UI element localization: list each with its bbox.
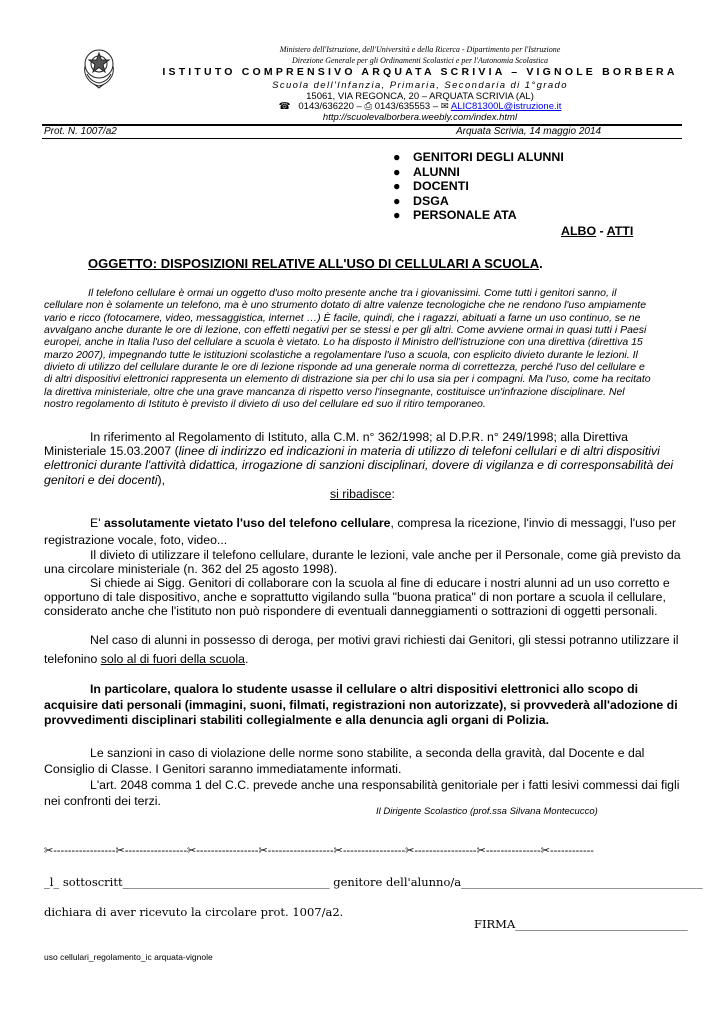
- fax-icon: ⎙: [364, 101, 373, 112]
- intro-paragraph: Il telefono cellulare è ormai un oggetto d'uso molto presente anche tra i giovanissimi. Come tutti i genitori sanno, il cellulare non è solamente un telefono, ma è uno strumento dotato di altre valenze tecnologiche che ne rendono l'uso ampiamente vario e ricco (fotocamere, video, messaggistica, internet …) È facile, quindi, che i ragazzi, abituati a farne un uso continuo, se ne avvalgano anche durante le ore di lezione, con effetti negativi per se stessi e per gli altri. Come avviene ormai in quasi tutti i Paesi europei, anche in Italia l'uso del cellulare a scuola è vietato. Lo ha disposto il Ministro dell'istruzione con una direttiva (direttiva 15 marzo 2007), impegnando tutte le istituzioni scolastiche a regolamentare l'uso a scuola, con esplicito divieto durante le lezioni. Il divieto di utilizzo del cellulare durante le ore di lezione risponde ad una generale norma di correttezza, perché l'uso del cellulare e di altri dispositivi elettronici rappresenta un elemento di distrazione sia per chi lo usa sia per i compagni. Ma l'uso, come ha recitato la direttiva ministeriale, oltre che una grave mancanza di rispetto verso l'insegnante, costituisce un'infrazione disciplinare. Nel nostro regolamento di Istituto è previsto il divieto di uso del cellulare ed suo il ritiro temporaneo.: [44, 287, 651, 411]
- phone-icon: ☎: [278, 101, 291, 112]
- name-field[interactable]: ____________________________________: [122, 875, 330, 889]
- ministry-line-1: Ministero dell'Istruzione, dell'Università e della Ricerca - Dipartimento per l'Istruzione: [279, 45, 561, 54]
- parents-paragraph: Si chiede ai Sigg. Genitori di collaborare con la scuola al fine di educare i nostri alunni ad un uso corretto e opportuno di tale dispositivo, anche e soprattutto vigilando sulla "buona pratica" di non portare a scuola il cellulare, considerato anche che l'istituto non può rispondere di eventuali danneggiamenti o sottrazioni di oggetti personali.: [44, 576, 670, 619]
- recipients-list: [393, 150, 564, 223]
- bullet-icon: ●: [393, 193, 401, 208]
- italian-republic-emblem: [80, 44, 118, 90]
- ministry-line-2: Direzione Generale per gli Ordinamenti Scolastici e per l'Autonomia Scolastica: [292, 56, 548, 65]
- signature: Il Dirigente Scolastico (prof.ssa Silvana Montecucco): [376, 806, 598, 817]
- cut-line: ✂-----------------✂-----------------✂-----------------✂------------------✂-----------------✂-----------------✂---------------✂------------: [44, 845, 594, 857]
- website-link[interactable]: http://scuolevalborbera.weebly.com/index.html: [322, 112, 518, 123]
- place-date: Arquata Scrivia, 14 maggio 2014: [456, 126, 602, 137]
- school-levels: Scuola dell'Infanzia, Primaria, Secondaria di 1°grado: [272, 80, 568, 91]
- phone-number: 0143/636220: [298, 101, 354, 112]
- prohibition-paragraph: E' assolutamente vietato l'uso del telefono cellulare, compresa la ricezione, l'invio di messaggi, l'uso per registrazione vocale, foto, video...: [44, 516, 677, 547]
- school-name: ISTITUTO COMPRENSIVO ARQUATA SCRIVIA – VIGNOLE BORBERA: [162, 66, 678, 78]
- list-item: ● ALUNNI: [393, 164, 460, 179]
- list-item: ● PERSONALE ATA: [393, 208, 517, 223]
- student-field[interactable]: __________________________________________: [461, 875, 703, 889]
- subject-line: OGGETTO: DISPOSIZIONI RELATIVE ALL'USO DI CELLULARI A SCUOLA.: [88, 256, 543, 271]
- reference-paragraph: In riferimento al Regolamento di Istituto, alla C.M. n° 362/1998; al D.P.R. n° 249/1998; alla Direttiva Ministeriale 15.03.2007 (linee di indirizzo ed indicazioni in materia di utilizzo di telefoni cellulari e di altri dispositivi elettronici durante l'attività didattica, irrogazione di sanzioni disciplinari, dovere di vigilanza e di corresponsabilità dei genitori e dei docenti), si ribadisce:: [44, 430, 674, 501]
- sanctions-paragraph: Le sanzioni in caso di violazione delle norme sono stabilite, a seconda della gravità, dal Docente e dal Consiglio di Classe. I Genitori saranno immediatamente informati.: [44, 746, 645, 776]
- contacts-line: [130, 101, 710, 112]
- school-address: 15061, VIA REGONCA, 20 – ARQUATA SCRIVIA (AL): [306, 91, 534, 102]
- list-item: ● DOCENTI: [393, 179, 469, 194]
- bullet-icon: ●: [393, 179, 401, 194]
- responsibility-paragraph: L'art. 2048 comma 1 del C.C. prevede anche una responsabilità genitoriale per i fatti lesivi commessi dai figli nei confronti dei terzi.: [44, 778, 680, 808]
- list-item: ● GENITORI DEGLI ALUNNI: [393, 150, 564, 164]
- bullet-icon: ●: [393, 150, 401, 164]
- sanctions-bold-paragraph: In particolare, qualora lo studente usasse il cellulare o altri dispositivi elettronici allo scopo di acquisire dati personali (immagini, suoni, filmati, registrazioni non autorizzate), si provvederà all'adozione di provvedimenti disciplinari stabiliti collegialmente e alla denuncia agli organi di Polizia.: [44, 682, 678, 728]
- mail-icon: ✉: [440, 101, 449, 112]
- firma-line: FIRMA______________________________: [474, 917, 688, 931]
- separator: –: [356, 101, 362, 112]
- form-line-1: _l_ sottoscritt____________________________________ genitore dell'alunno/a__________________________________________: [44, 875, 703, 889]
- albo-atti: ALBO - ATTI: [561, 224, 634, 238]
- footer-filename: uso cellulari_regolamento_ic arquata-vignole: [44, 952, 213, 962]
- protocol-rule: [42, 138, 682, 139]
- staff-paragraph: Il divieto di utilizzare il telefono cellulare, durante le lezioni, vale anche per il Personale, come già previsto da una circolare ministeriale (n. 362 del 25 agosto 1998).: [44, 548, 681, 577]
- form-line-2: dichiara di aver ricevuto la circolare prot. 1007/a2.: [44, 905, 344, 919]
- derogation-paragraph: Nel caso di alunni in possesso di deroga, per motivi gravi richiesti dai Genitori, gli stessi potranno utilizzare il telefonino solo al di fuori della scuola.: [44, 633, 679, 666]
- fax-number: 0143/635553: [374, 101, 431, 112]
- list-item: ● DSGA: [393, 193, 449, 208]
- signature-field[interactable]: ______________________________: [515, 917, 688, 931]
- bullet-icon: ●: [393, 164, 401, 179]
- bullet-icon: ●: [393, 208, 401, 223]
- email-link[interactable]: ALIC81300L@istruzione.it: [450, 101, 562, 112]
- protocol-number: Prot. N. 1007/a2: [44, 126, 117, 137]
- separator: –: [432, 101, 439, 112]
